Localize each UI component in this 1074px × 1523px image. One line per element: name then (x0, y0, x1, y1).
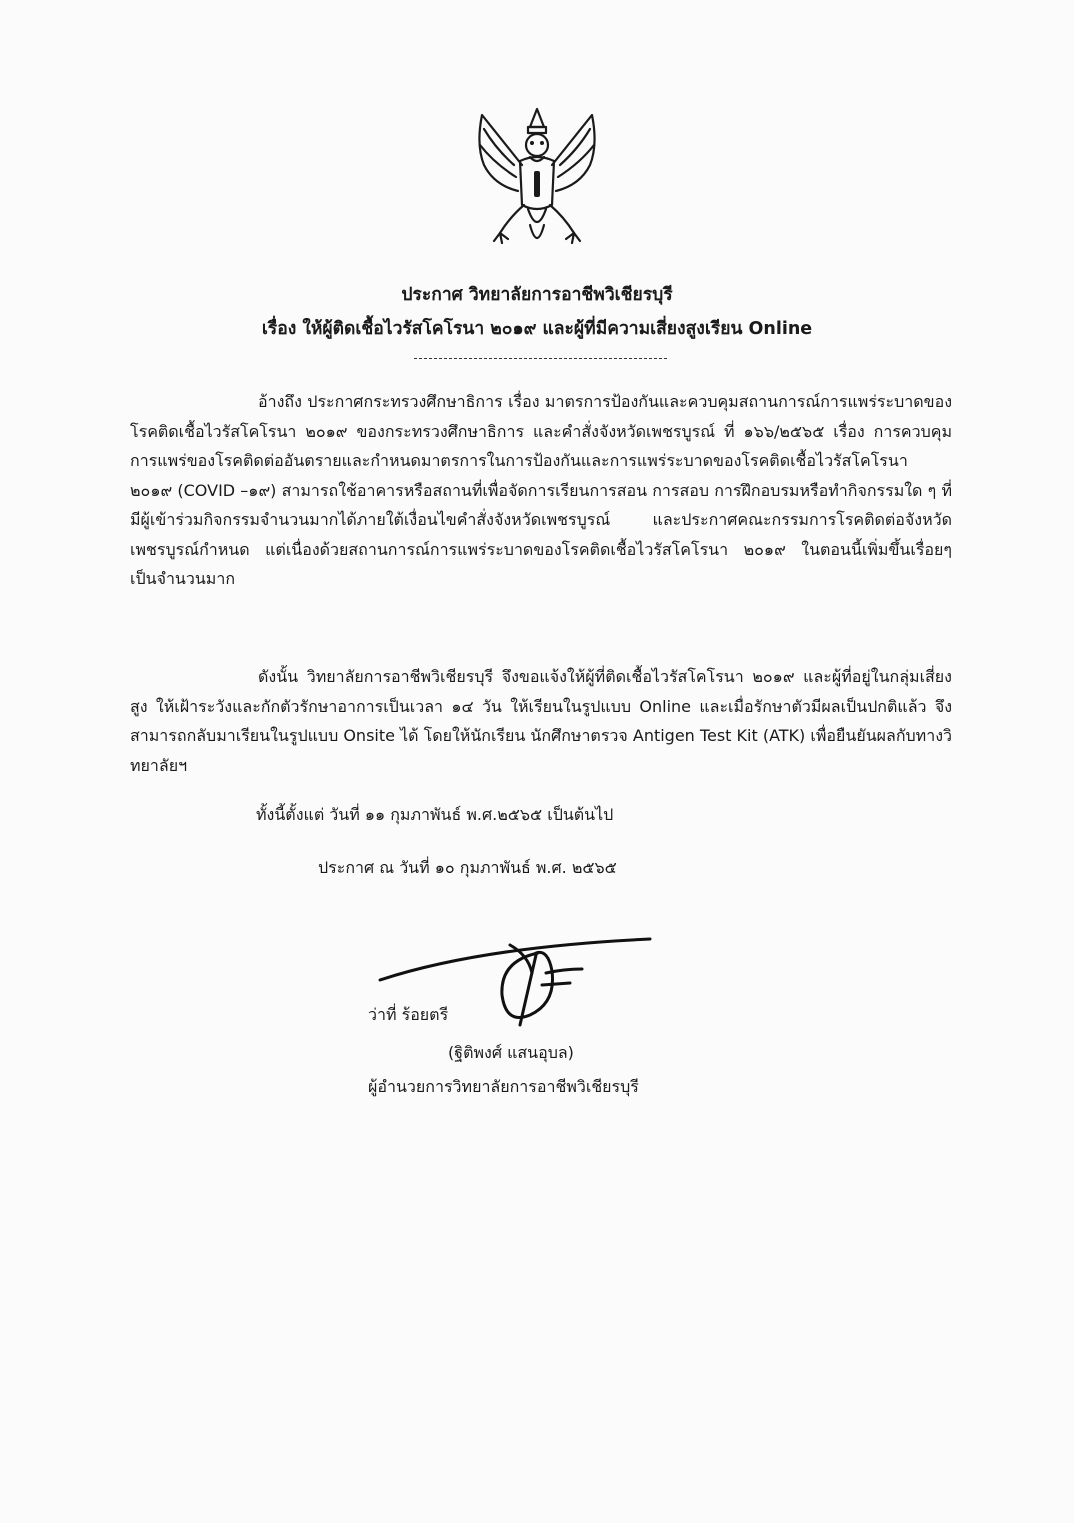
announcement-subject: เรื่อง ให้ผู้ติดเชื้อไวรัสโคโรนา ๒๐๑๙ และผู้ที่มีความเสี่ยงสูงเรียน Online (261, 319, 813, 339)
body-paragraph-reference: อ้างถึง ประกาศกระทรวงศึกษาธิการ เรื่อง มาตรการป้องกันและควบคุมสถานการณ์การแพร่ระบาดของโรคติดเชื้อไวรัสโคโรนา ๒๐๑๙ ของกระทรวงศึกษาธิการ และคำสั่งจังหวัดเพชรบูรณ์ ที่ ๑๖๖/๒๕๖๕ เรื่อง การควบคุมการแพร่ของโรคติดต่ออันตรายและกำหนดมาตรการในการป้องกันและการแพร่ระบาดของโรคติดเชื้อไวรัสโคโรนา ๒๐๑๙ (COVID –๑๙) สามารถใช้อาคารหรือสถานที่เพื่อจัดการเรียนการสอน การสอบ การฝึกอบรมหรือทำกิจกรรมใด ๆ ที่มีผู้เข้าร่วมกิจกรรมจำนวนมากได้ภายใต้เงื่อนไขคำสั่งจังหวัดเพชรบูรณ์ และประกาศคณะกรรมการโรคติดต่อจังหวัดเพชรบูรณ์กำหนด แต่เนื่องด้วยสถานการณ์การแพร่ระบาดของโรคติดเชื้อไวรัสโคโรนา ๒๐๑๙ ในตอนนี้เพิ่มขึ้นเรื่อยๆ เป็นจำนวนมาก (130, 392, 952, 588)
announcement-date: ประกาศ ณ วันที่ ๑๐ กุมภาพันธ์ พ.ศ. ๒๕๖๕ (318, 858, 617, 877)
body-paragraph-instruction: ดังนั้น วิทยาลัยการอาชีพวิเชียรบุรี จึงขอแจ้งให้ผู้ที่ติดเชื้อไวรัสโคโรนา ๒๐๑๙ และผู้ที่อยู่ในกลุ่มเสี่ยงสูง ให้เฝ้าระวังและกักตัวรักษาอาการเป็นเวลา ๑๔ วัน ให้เรียนในรูปแบบ Online และเมื่อรักษาตัวมีผลเป็นปกติแล้ว จึงสามารถกลับมาเรียนในรูปแบบ Onsite ได้ โดยให้นักเรียน นักศึกษาตรวจ Antigen Test Kit (ATK) เพื่อยืนยันผลกับทางวิทยาลัยฯ (130, 667, 953, 775)
garuda-emblem-icon (470, 105, 604, 255)
signatory-position: ผู้อำนวยการวิทยาลัยการอาชีพวิเชียรบุรี (368, 1077, 639, 1096)
effective-date: ทั้งนี้ตั้งแต่ วันที่ ๑๑ กุมภาพันธ์ พ.ศ.๒๕๖๕ เป็นต้นไป (256, 805, 614, 824)
signatory-rank: ว่าที่ ร้อยตรี (368, 1005, 449, 1024)
title-divider (414, 358, 667, 359)
signatory-name: (ฐิติพงศ์ แสนอุบล) (448, 1043, 574, 1062)
announcement-title: ประกาศ วิทยาลัยการอาชีพวิเชียรบุรี (401, 285, 673, 305)
